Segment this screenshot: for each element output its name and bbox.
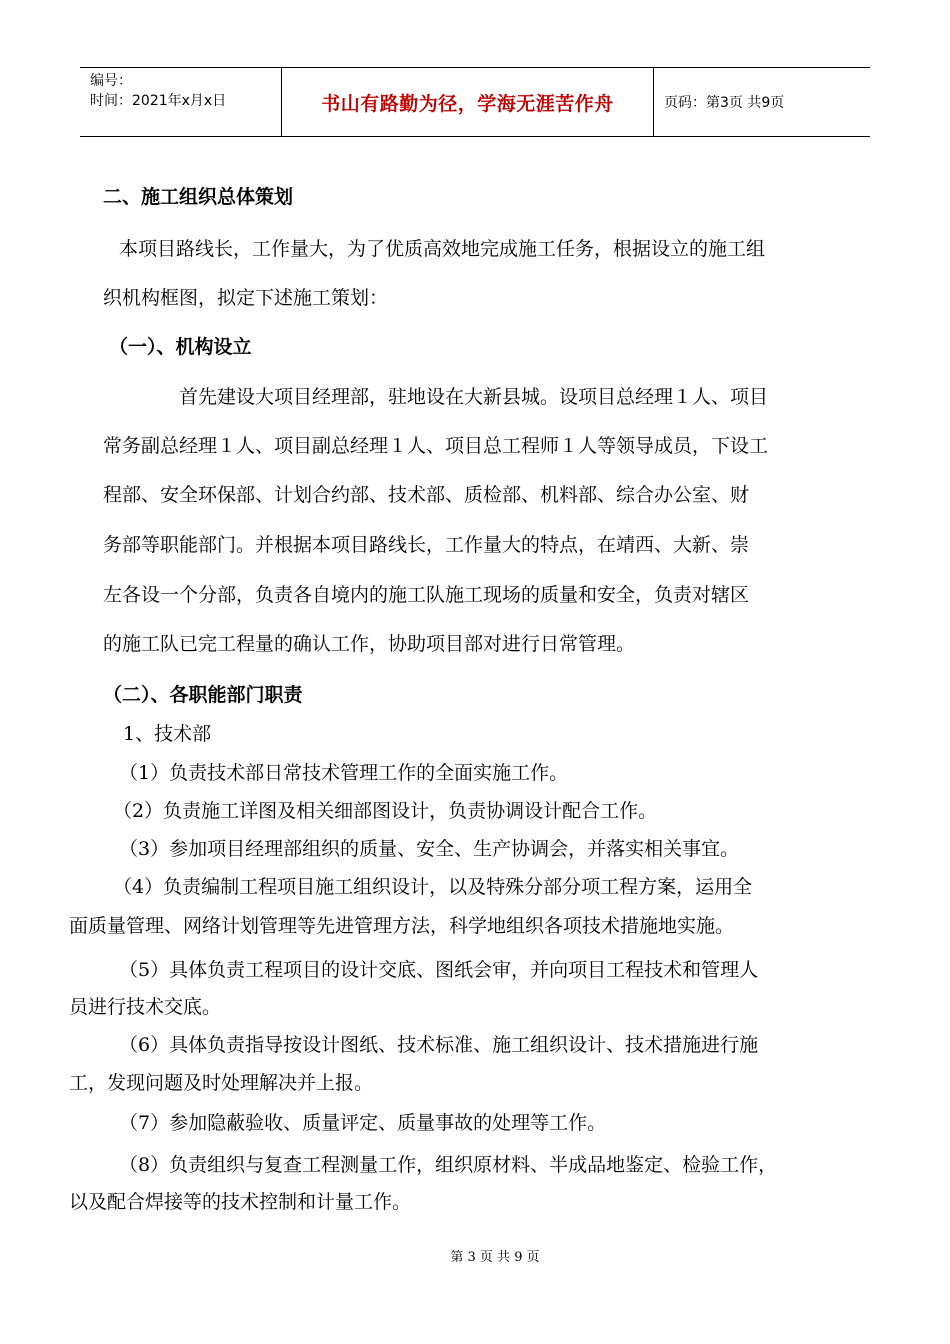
org-paragraph-line-4: 务部等职能部门。并根据本项目路线长，工作量大的特点，在靖西、大新、崇	[103, 534, 750, 556]
org-paragraph-line-1: 首先建设大项目经理部，驻地设在大新县城。设项目总经理１人、项目	[179, 386, 769, 408]
subsection-title-duties: （二）、各职能部门职责	[103, 684, 303, 706]
page-footer: 第 3 页 共 9 页	[450, 1250, 540, 1265]
org-paragraph-line-5: 左各设一个分部，负责各自境内的施工队施工现场的质量和安全，负责对辖区	[103, 584, 750, 606]
org-paragraph-line-2: 常务副总经理１人、项目副总经理１人、项目总工程师１人等领导成员，下设工	[103, 435, 769, 457]
tech-item-5-line-2: 员进行技术交底。	[69, 996, 222, 1018]
intro-line-2: 织机构框图，拟定下述施工策划：	[103, 287, 389, 309]
motto-text: 书山有路勤为径，学海无涯苦作舟	[321, 92, 614, 115]
serial-number-label: 编号：	[90, 73, 132, 89]
org-paragraph-line-6: 的施工队已完工程量的确认工作，协助项目部对进行日常管理。	[103, 633, 636, 655]
section-title: 二、施工组织总体策划	[103, 186, 294, 208]
tech-item-7: （7）参加隐蔽验收、质量评定、质量事故的处理等工作。	[119, 1112, 607, 1134]
tech-item-4-line-2: 面质量管理、网络计划管理等先进管理方法，科学地组织各项技术措施地实施。	[69, 915, 735, 937]
tech-item-5-line-1: （5）具体负责工程项目的设计交底、图纸会审，并向项目工程技术和管理人	[119, 959, 759, 981]
header-meta-cell	[80, 68, 282, 136]
tech-item-1: （1）负责技术部日常技术管理工作的全面实施工作。	[119, 762, 569, 784]
org-paragraph-line-3: 程部、安全环保部、计划合约部、技术部、质检部、机料部、综合办公室、财	[103, 484, 750, 506]
tech-item-6-line-2: 工，发现问题及时处理解决并上报。	[69, 1072, 374, 1094]
page-header	[80, 67, 870, 137]
intro-line-1: 本项目路线长，工作量大，为了优质高效地完成施工任务，根据设立的施工组	[119, 238, 766, 260]
subsection-title-organization: （一）、机构设立	[109, 336, 252, 358]
tech-item-8-line-1: （8）负责组织与复查工程测量工作，组织原材料、半成品地鉴定、检验工作，	[119, 1154, 778, 1176]
tech-item-6-line-1: （6）具体负责指导按设计图纸、技术标准、施工组织设计、技术措施进行施	[119, 1034, 759, 1056]
tech-item-3: （3）参加项目经理部组织的质量、安全、生产协调会，并落实相关事宜。	[119, 838, 740, 860]
tech-item-2: （2）负责施工详图及相关细部图设计，负责协调设计配合工作。	[113, 800, 658, 822]
tech-item-4-line-1: （4）负责编制工程项目施工组织设计，以及特殊分部分项工程方案，运用全	[113, 876, 753, 898]
header-motto-cell	[282, 68, 654, 136]
date-label: 时间：2021年x月x日	[90, 93, 227, 109]
tech-dept-title: 1、技术部	[123, 723, 212, 745]
page-info: 页码：第3页 共9页	[664, 95, 785, 111]
header-page-cell	[654, 68, 870, 136]
tech-item-8-line-2: 以及配合焊接等的技术控制和计量工作。	[69, 1191, 412, 1213]
